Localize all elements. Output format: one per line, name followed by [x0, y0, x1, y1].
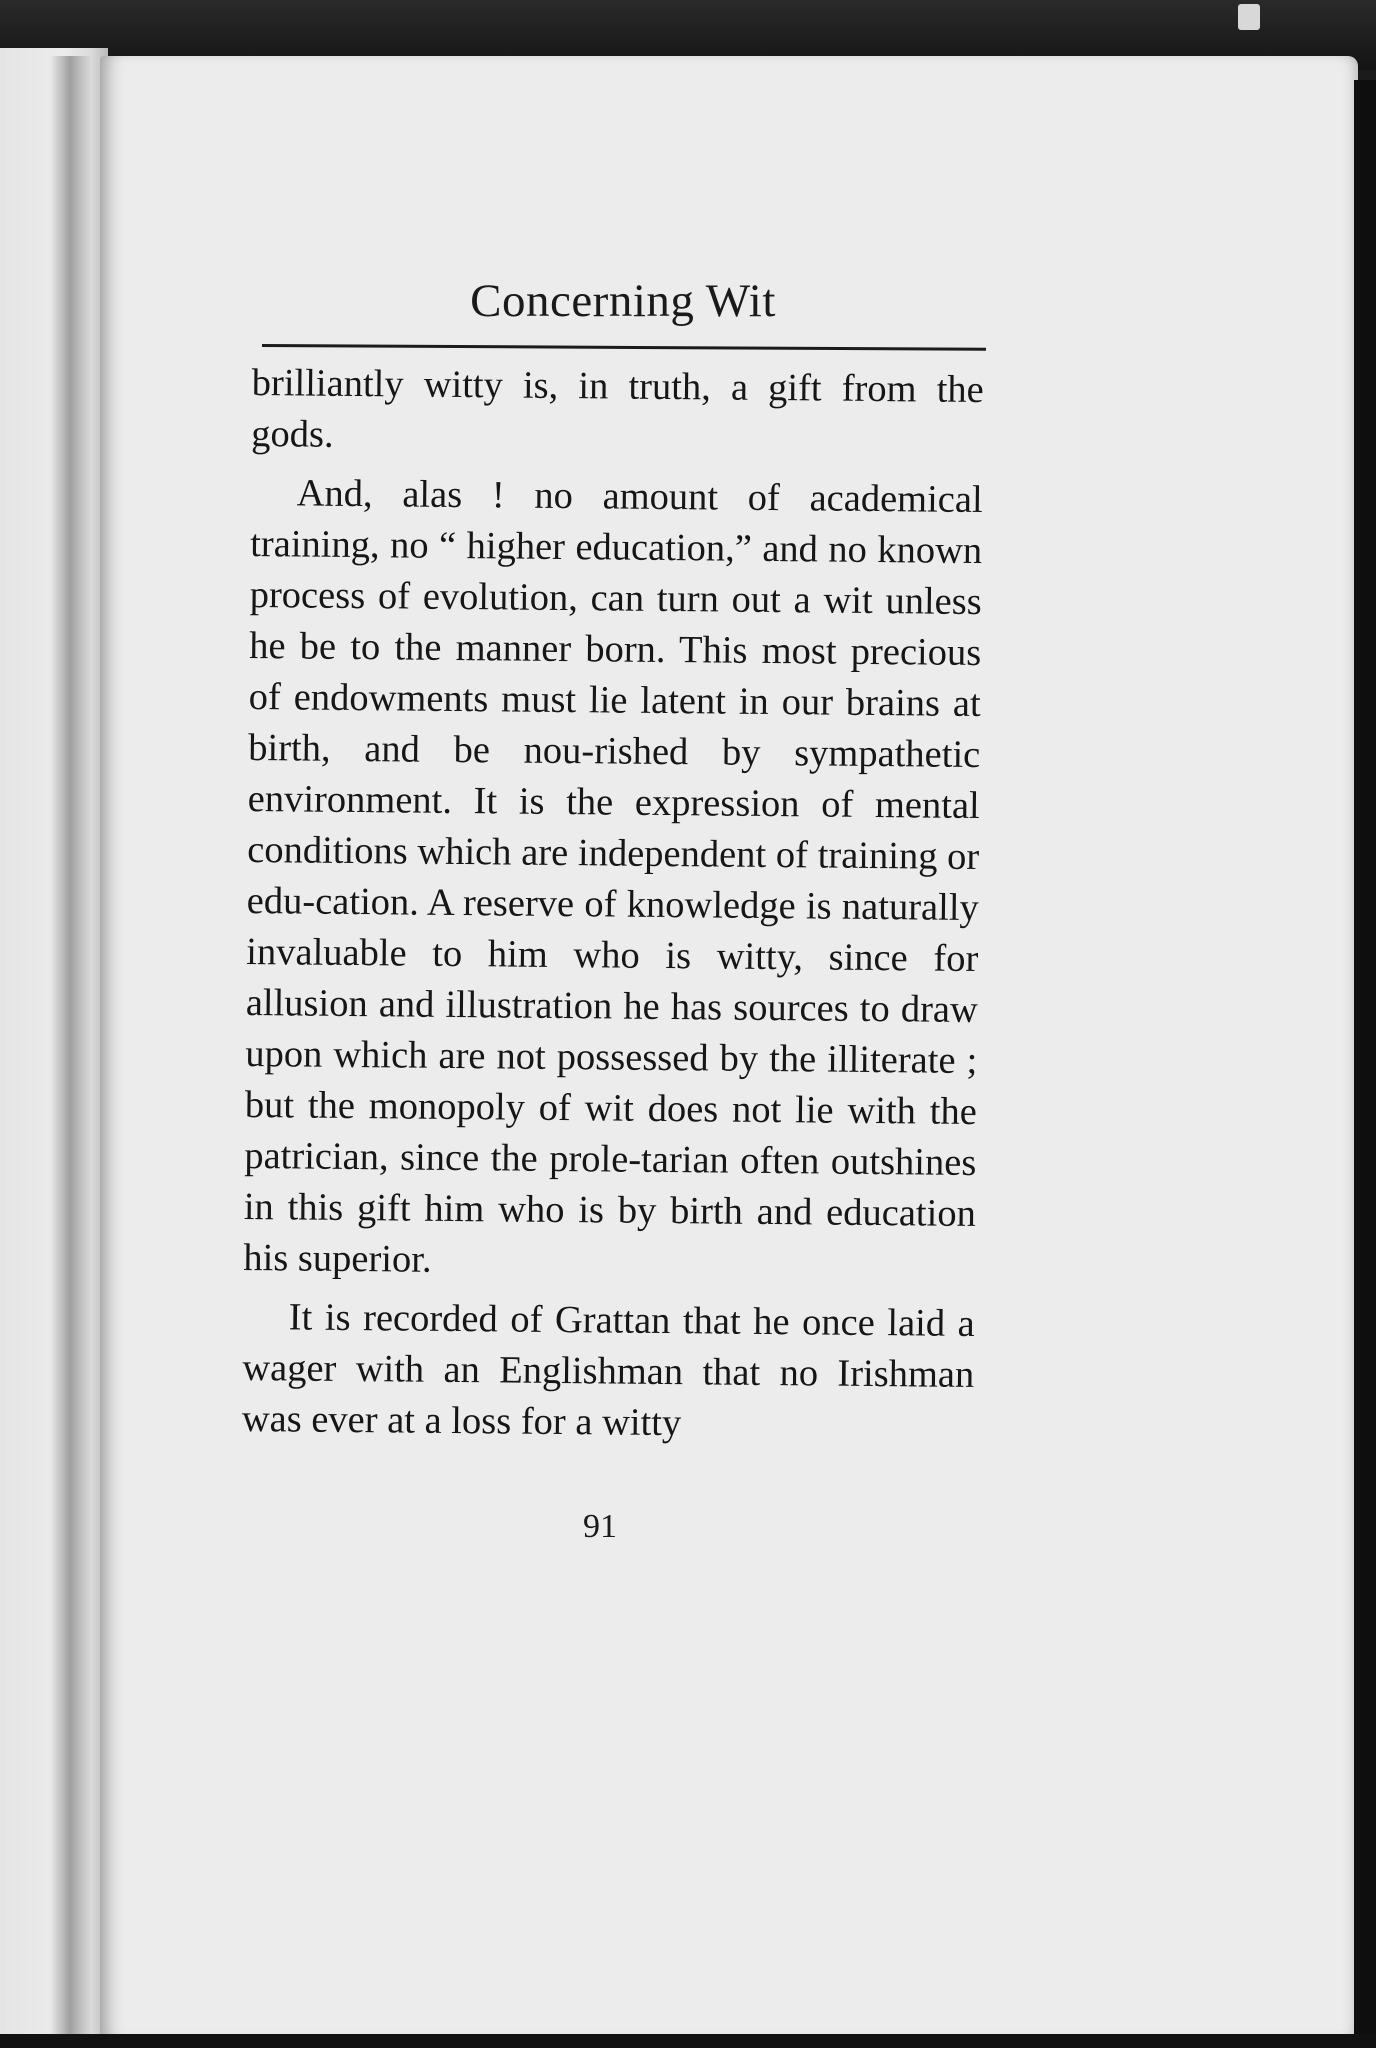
paragraph: And, alas ! no amount of academical training, no “ higher education,” and no known process of evolution, can turn out a wit unless he be to the manner born. This most precious of endowments must lie latent in our brains at birth, and be nou-rished by sympathetic environment. It is the expression of mental conditions which are independent of training or edu-cation. A reserve of knowledge is naturally invaluable to him who is witty, since for allusion and illustration he has sources to draw upon which are not possessed by the illiterate ; but the monopoly of wit does not lie with the patrician, since the prole-tarian often outshines in this gift him who is by birth and education his superior.: [243, 472, 983, 1281]
page-number: 91: [583, 1508, 617, 1545]
body-text: [242, 358, 984, 1452]
scan-corner-mark: [1238, 4, 1260, 30]
paragraph: It is recorded of Grattan that he once laid a wager with an Englishman that no Irishman was ever at a loss for a witty: [241, 1296, 975, 1445]
paragraph-continued: brilliantly witty is, in truth, a gift from the gods.: [251, 361, 984, 456]
gutter-shadow: [50, 56, 90, 2036]
page-bottom-edge: [0, 2034, 1376, 2048]
running-head: Concerning Wit: [470, 275, 776, 327]
page-right-edge: [1354, 80, 1376, 2048]
